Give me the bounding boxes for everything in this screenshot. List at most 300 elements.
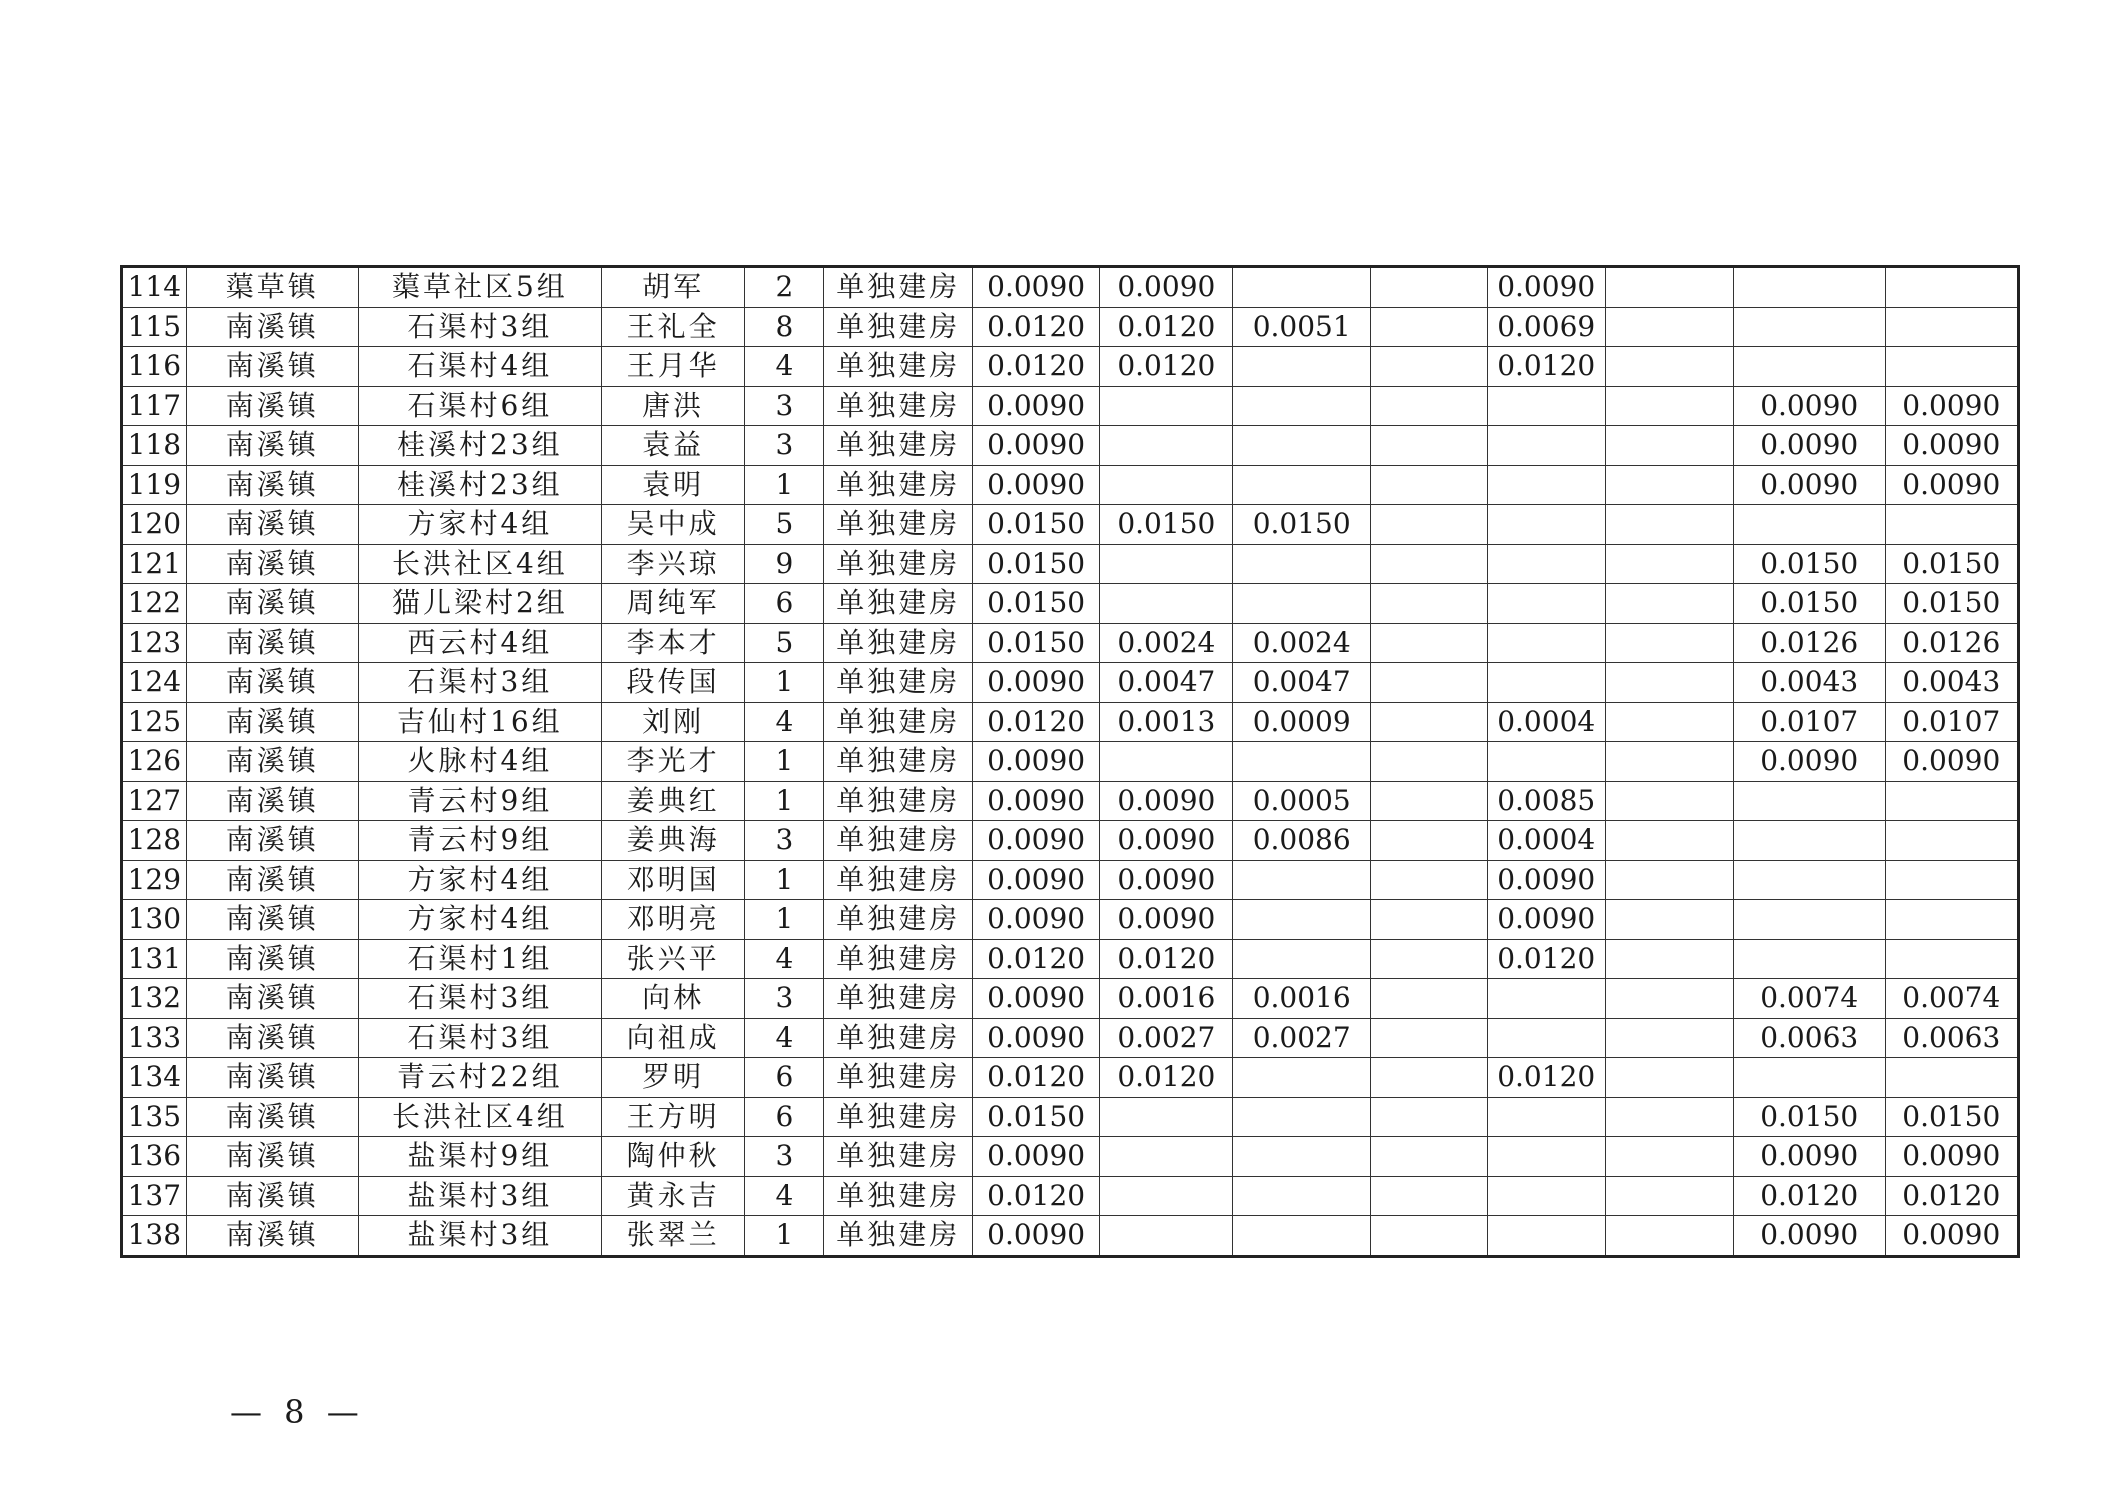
- cell-household-name: 李兴琼: [601, 544, 745, 584]
- cell-row-number: 138: [122, 1216, 187, 1257]
- cell-row-number: 125: [122, 702, 187, 742]
- table-row: [122, 584, 2019, 624]
- cell-household-name: 王礼全: [601, 307, 745, 347]
- cell-col-9-value: [1233, 742, 1370, 782]
- cell-build-type: 单独建房: [824, 623, 973, 663]
- cell-population: 4: [745, 1018, 824, 1058]
- cell-col-14-value: 0.0126: [1885, 623, 2018, 663]
- cell-town: 南溪镇: [186, 821, 358, 861]
- cell-col-11-value: 0.0069: [1487, 307, 1605, 347]
- cell-col-12-value: [1605, 979, 1733, 1019]
- cell-col-14-value: 0.0150: [1885, 1097, 2018, 1137]
- cell-col-8-value: [1100, 426, 1233, 466]
- cell-col-14-value: [1885, 900, 2018, 940]
- cell-col-10-value: [1370, 702, 1487, 742]
- cell-col-13-value: [1733, 267, 1885, 308]
- cell-build-type: 单独建房: [824, 1097, 973, 1137]
- cell-col-9-value: 0.0047: [1233, 663, 1370, 703]
- cell-build-type: 单独建房: [824, 584, 973, 624]
- cell-build-type: 单独建房: [824, 426, 973, 466]
- cell-row-number: 131: [122, 939, 187, 979]
- cell-town: 南溪镇: [186, 979, 358, 1019]
- cell-build-type: 单独建房: [824, 1137, 973, 1177]
- cell-col-12-value: [1605, 742, 1733, 782]
- cell-col-13-value: [1733, 821, 1885, 861]
- cell-col-10-value: [1370, 623, 1487, 663]
- cell-village-group: 盐渠村9组: [358, 1137, 601, 1177]
- cell-town: 南溪镇: [186, 781, 358, 821]
- cell-col-13-value: [1733, 781, 1885, 821]
- cell-household-name: 李光才: [601, 742, 745, 782]
- cell-col-13-value: 0.0126: [1733, 623, 1885, 663]
- cell-col-9-value: [1233, 465, 1370, 505]
- cell-col-10-value: [1370, 781, 1487, 821]
- cell-col-8-value: [1100, 386, 1233, 426]
- cell-approved-area: 0.0150: [973, 544, 1100, 584]
- cell-build-type: 单独建房: [824, 386, 973, 426]
- cell-village-group: 石渠村3组: [358, 979, 601, 1019]
- cell-col-8-value: 0.0013: [1100, 702, 1233, 742]
- cell-population: 1: [745, 663, 824, 703]
- cell-col-12-value: [1605, 1018, 1733, 1058]
- cell-col-11-value: 0.0120: [1487, 347, 1605, 387]
- cell-col-9-value: [1233, 584, 1370, 624]
- cell-build-type: 单独建房: [824, 702, 973, 742]
- cell-col-13-value: 0.0120: [1733, 1176, 1885, 1216]
- cell-row-number: 134: [122, 1058, 187, 1098]
- cell-build-type: 单独建房: [824, 1216, 973, 1257]
- cell-household-name: 张兴平: [601, 939, 745, 979]
- cell-population: 3: [745, 426, 824, 466]
- cell-col-8-value: [1100, 1216, 1233, 1257]
- cell-col-13-value: 0.0150: [1733, 584, 1885, 624]
- cell-approved-area: 0.0120: [973, 702, 1100, 742]
- cell-col-10-value: [1370, 1097, 1487, 1137]
- cell-col-11-value: 0.0120: [1487, 1058, 1605, 1098]
- cell-population: 1: [745, 742, 824, 782]
- cell-household-name: 周纯军: [601, 584, 745, 624]
- cell-col-11-value: [1487, 663, 1605, 703]
- cell-village-group: 方家村4组: [358, 900, 601, 940]
- cell-col-13-value: 0.0043: [1733, 663, 1885, 703]
- cell-approved-area: 0.0090: [973, 386, 1100, 426]
- cell-household-name: 袁益: [601, 426, 745, 466]
- cell-col-11-value: [1487, 426, 1605, 466]
- cell-population: 2: [745, 267, 824, 308]
- cell-build-type: 单独建房: [824, 821, 973, 861]
- cell-col-12-value: [1605, 267, 1733, 308]
- cell-col-12-value: [1605, 860, 1733, 900]
- cell-col-10-value: [1370, 939, 1487, 979]
- cell-col-13-value: [1733, 860, 1885, 900]
- cell-col-9-value: [1233, 1137, 1370, 1177]
- cell-approved-area: 0.0120: [973, 1058, 1100, 1098]
- cell-col-11-value: [1487, 1176, 1605, 1216]
- cell-village-group: 石渠村4组: [358, 347, 601, 387]
- cell-approved-area: 0.0150: [973, 505, 1100, 545]
- cell-col-11-value: [1487, 386, 1605, 426]
- cell-col-14-value: [1885, 860, 2018, 900]
- cell-col-13-value: 0.0090: [1733, 465, 1885, 505]
- cell-build-type: 单独建房: [824, 267, 973, 308]
- cell-build-type: 单独建房: [824, 544, 973, 584]
- cell-col-14-value: [1885, 939, 2018, 979]
- cell-col-12-value: [1605, 386, 1733, 426]
- cell-col-8-value: 0.0024: [1100, 623, 1233, 663]
- cell-row-number: 114: [122, 267, 187, 308]
- cell-population: 8: [745, 307, 824, 347]
- table-row: [122, 544, 2019, 584]
- cell-row-number: 136: [122, 1137, 187, 1177]
- cell-col-13-value: 0.0090: [1733, 426, 1885, 466]
- cell-household-name: 张翠兰: [601, 1216, 745, 1257]
- table-row: [122, 347, 2019, 387]
- cell-col-14-value: [1885, 781, 2018, 821]
- cell-approved-area: 0.0090: [973, 979, 1100, 1019]
- cell-household-name: 李本才: [601, 623, 745, 663]
- table-row: [122, 1176, 2019, 1216]
- cell-household-name: 罗明: [601, 1058, 745, 1098]
- cell-approved-area: 0.0150: [973, 584, 1100, 624]
- cell-town: 南溪镇: [186, 465, 358, 505]
- cell-col-12-value: [1605, 465, 1733, 505]
- cell-population: 4: [745, 347, 824, 387]
- cell-build-type: 单独建房: [824, 900, 973, 940]
- cell-population: 5: [745, 623, 824, 663]
- cell-build-type: 单独建房: [824, 663, 973, 703]
- cell-town: 南溪镇: [186, 939, 358, 979]
- cell-town: 南溪镇: [186, 347, 358, 387]
- cell-row-number: 135: [122, 1097, 187, 1137]
- cell-town: 南溪镇: [186, 386, 358, 426]
- cell-build-type: 单独建房: [824, 505, 973, 545]
- cell-row-number: 133: [122, 1018, 187, 1058]
- cell-col-9-value: [1233, 939, 1370, 979]
- cell-col-10-value: [1370, 1018, 1487, 1058]
- cell-population: 6: [745, 1097, 824, 1137]
- cell-col-8-value: 0.0120: [1100, 1058, 1233, 1098]
- cell-col-10-value: [1370, 347, 1487, 387]
- cell-col-9-value: 0.0086: [1233, 821, 1370, 861]
- cell-build-type: 单独建房: [824, 1176, 973, 1216]
- cell-row-number: 122: [122, 584, 187, 624]
- cell-col-8-value: 0.0027: [1100, 1018, 1233, 1058]
- cell-col-14-value: 0.0090: [1885, 386, 2018, 426]
- cell-row-number: 128: [122, 821, 187, 861]
- cell-household-name: 袁明: [601, 465, 745, 505]
- cell-col-10-value: [1370, 544, 1487, 584]
- cell-household-name: 向祖成: [601, 1018, 745, 1058]
- cell-town: 南溪镇: [186, 426, 358, 466]
- cell-col-14-value: [1885, 267, 2018, 308]
- cell-town: 南溪镇: [186, 702, 358, 742]
- table-row: [122, 623, 2019, 663]
- cell-village-group: 石渠村1组: [358, 939, 601, 979]
- table-row: [122, 426, 2019, 466]
- cell-village-group: 桂溪村23组: [358, 426, 601, 466]
- cell-approved-area: 0.0120: [973, 347, 1100, 387]
- cell-approved-area: 0.0090: [973, 900, 1100, 940]
- cell-build-type: 单独建房: [824, 781, 973, 821]
- cell-town: 南溪镇: [186, 1097, 358, 1137]
- cell-village-group: 长洪社区4组: [358, 544, 601, 584]
- cell-col-8-value: [1100, 1176, 1233, 1216]
- table-row: [122, 821, 2019, 861]
- cell-col-9-value: [1233, 267, 1370, 308]
- cell-col-12-value: [1605, 1097, 1733, 1137]
- cell-population: 1: [745, 465, 824, 505]
- cell-col-11-value: 0.0090: [1487, 900, 1605, 940]
- cell-household-name: 段传国: [601, 663, 745, 703]
- table-row: [122, 742, 2019, 782]
- cell-col-11-value: [1487, 742, 1605, 782]
- cell-town: 南溪镇: [186, 860, 358, 900]
- cell-village-group: 石渠村3组: [358, 307, 601, 347]
- cell-town: 蕖草镇: [186, 267, 358, 308]
- cell-household-name: 王方明: [601, 1097, 745, 1137]
- cell-village-group: 桂溪村23组: [358, 465, 601, 505]
- table-body: [122, 267, 2019, 1257]
- cell-col-12-value: [1605, 505, 1733, 545]
- cell-row-number: 118: [122, 426, 187, 466]
- cell-village-group: 石渠村3组: [358, 663, 601, 703]
- cell-col-8-value: [1100, 1097, 1233, 1137]
- cell-col-8-value: 0.0120: [1100, 347, 1233, 387]
- cell-col-8-value: 0.0047: [1100, 663, 1233, 703]
- cell-col-14-value: 0.0107: [1885, 702, 2018, 742]
- cell-col-11-value: [1487, 1097, 1605, 1137]
- cell-col-12-value: [1605, 1058, 1733, 1098]
- table-row: [122, 1216, 2019, 1257]
- cell-village-group: 火脉村4组: [358, 742, 601, 782]
- cell-town: 南溪镇: [186, 584, 358, 624]
- cell-col-12-value: [1605, 347, 1733, 387]
- cell-col-14-value: 0.0090: [1885, 465, 2018, 505]
- cell-household-name: 刘刚: [601, 702, 745, 742]
- cell-town: 南溪镇: [186, 307, 358, 347]
- cell-row-number: 119: [122, 465, 187, 505]
- cell-col-8-value: 0.0090: [1100, 821, 1233, 861]
- cell-build-type: 单独建房: [824, 465, 973, 505]
- cell-build-type: 单独建房: [824, 347, 973, 387]
- cell-population: 1: [745, 781, 824, 821]
- cell-row-number: 120: [122, 505, 187, 545]
- cell-col-14-value: 0.0063: [1885, 1018, 2018, 1058]
- cell-household-name: 姜典红: [601, 781, 745, 821]
- cell-build-type: 单独建房: [824, 742, 973, 782]
- cell-col-9-value: 0.0016: [1233, 979, 1370, 1019]
- cell-household-name: 邓明亮: [601, 900, 745, 940]
- table-row: [122, 386, 2019, 426]
- cell-row-number: 130: [122, 900, 187, 940]
- cell-village-group: 长洪社区4组: [358, 1097, 601, 1137]
- cell-col-9-value: [1233, 1216, 1370, 1257]
- cell-approved-area: 0.0090: [973, 1216, 1100, 1257]
- cell-col-9-value: [1233, 1097, 1370, 1137]
- cell-village-group: 盐渠村3组: [358, 1176, 601, 1216]
- cell-population: 6: [745, 584, 824, 624]
- cell-col-11-value: [1487, 584, 1605, 624]
- cell-col-11-value: [1487, 544, 1605, 584]
- cell-col-11-value: 0.0090: [1487, 860, 1605, 900]
- cell-col-9-value: [1233, 386, 1370, 426]
- cell-row-number: 127: [122, 781, 187, 821]
- cell-col-10-value: [1370, 1216, 1487, 1257]
- cell-household-name: 吴中成: [601, 505, 745, 545]
- cell-col-13-value: 0.0090: [1733, 1137, 1885, 1177]
- cell-household-name: 陶仲秋: [601, 1137, 745, 1177]
- table-row: [122, 1058, 2019, 1098]
- cell-town: 南溪镇: [186, 1216, 358, 1257]
- cell-col-13-value: [1733, 347, 1885, 387]
- cell-col-10-value: [1370, 821, 1487, 861]
- cell-col-11-value: [1487, 979, 1605, 1019]
- cell-col-10-value: [1370, 1058, 1487, 1098]
- cell-col-10-value: [1370, 267, 1487, 308]
- cell-col-8-value: 0.0150: [1100, 505, 1233, 545]
- cell-col-10-value: [1370, 426, 1487, 466]
- cell-household-name: 邓明国: [601, 860, 745, 900]
- cell-col-12-value: [1605, 584, 1733, 624]
- cell-col-13-value: [1733, 900, 1885, 940]
- cell-approved-area: 0.0090: [973, 267, 1100, 308]
- cell-approved-area: 0.0090: [973, 860, 1100, 900]
- cell-row-number: 115: [122, 307, 187, 347]
- cell-col-9-value: 0.0051: [1233, 307, 1370, 347]
- cell-col-14-value: 0.0090: [1885, 742, 2018, 782]
- cell-col-10-value: [1370, 465, 1487, 505]
- table-row: [122, 663, 2019, 703]
- cell-col-9-value: [1233, 1176, 1370, 1216]
- cell-town: 南溪镇: [186, 663, 358, 703]
- cell-col-14-value: [1885, 347, 2018, 387]
- cell-population: 4: [745, 1176, 824, 1216]
- cell-col-11-value: 0.0090: [1487, 267, 1605, 308]
- cell-col-13-value: 0.0090: [1733, 386, 1885, 426]
- cell-town: 南溪镇: [186, 1018, 358, 1058]
- cell-col-11-value: [1487, 1137, 1605, 1177]
- cell-approved-area: 0.0090: [973, 1137, 1100, 1177]
- cell-col-9-value: 0.0005: [1233, 781, 1370, 821]
- cell-col-8-value: 0.0090: [1100, 900, 1233, 940]
- table-row: [122, 1097, 2019, 1137]
- cell-population: 6: [745, 1058, 824, 1098]
- cell-population: 3: [745, 979, 824, 1019]
- cell-town: 南溪镇: [186, 1137, 358, 1177]
- cell-col-12-value: [1605, 307, 1733, 347]
- cell-col-8-value: [1100, 544, 1233, 584]
- cell-town: 南溪镇: [186, 505, 358, 545]
- cell-town: 南溪镇: [186, 544, 358, 584]
- cell-col-12-value: [1605, 1216, 1733, 1257]
- cell-col-14-value: 0.0090: [1885, 426, 2018, 466]
- cell-col-12-value: [1605, 702, 1733, 742]
- cell-col-8-value: 0.0120: [1100, 307, 1233, 347]
- cell-approved-area: 0.0090: [973, 663, 1100, 703]
- cell-col-10-value: [1370, 307, 1487, 347]
- cell-col-14-value: 0.0090: [1885, 1137, 2018, 1177]
- cell-col-12-value: [1605, 663, 1733, 703]
- cell-col-11-value: 0.0004: [1487, 702, 1605, 742]
- table-row: [122, 900, 2019, 940]
- cell-build-type: 单独建房: [824, 1058, 973, 1098]
- cell-approved-area: 0.0150: [973, 623, 1100, 663]
- cell-build-type: 单独建房: [824, 860, 973, 900]
- cell-col-8-value: 0.0090: [1100, 860, 1233, 900]
- cell-col-14-value: [1885, 821, 2018, 861]
- cell-village-group: 方家村4组: [358, 505, 601, 545]
- cell-col-14-value: 0.0074: [1885, 979, 2018, 1019]
- cell-col-10-value: [1370, 1137, 1487, 1177]
- cell-approved-area: 0.0120: [973, 307, 1100, 347]
- cell-col-9-value: 0.0024: [1233, 623, 1370, 663]
- cell-col-12-value: [1605, 426, 1733, 466]
- cell-population: 9: [745, 544, 824, 584]
- cell-col-11-value: 0.0120: [1487, 939, 1605, 979]
- cell-col-14-value: 0.0150: [1885, 584, 2018, 624]
- table-row: [122, 860, 2019, 900]
- cell-col-9-value: [1233, 1058, 1370, 1098]
- cell-approved-area: 0.0090: [973, 821, 1100, 861]
- cell-col-13-value: 0.0090: [1733, 742, 1885, 782]
- cell-col-12-value: [1605, 821, 1733, 861]
- cell-col-11-value: [1487, 1018, 1605, 1058]
- cell-village-group: 青云村9组: [358, 821, 601, 861]
- cell-col-8-value: 0.0090: [1100, 781, 1233, 821]
- cell-col-13-value: [1733, 1058, 1885, 1098]
- cell-col-10-value: [1370, 900, 1487, 940]
- cell-col-9-value: 0.0027: [1233, 1018, 1370, 1058]
- cell-col-14-value: 0.0090: [1885, 1216, 2018, 1257]
- cell-row-number: 116: [122, 347, 187, 387]
- cell-population: 1: [745, 1216, 824, 1257]
- table-row: [122, 939, 2019, 979]
- cell-col-14-value: 0.0120: [1885, 1176, 2018, 1216]
- cell-household-name: 姜典海: [601, 821, 745, 861]
- cell-col-13-value: 0.0150: [1733, 544, 1885, 584]
- cell-village-group: 蕖草社区5组: [358, 267, 601, 308]
- cell-col-13-value: 0.0074: [1733, 979, 1885, 1019]
- cell-approved-area: 0.0090: [973, 781, 1100, 821]
- cell-col-14-value: [1885, 505, 2018, 545]
- cell-household-name: 向林: [601, 979, 745, 1019]
- cell-population: 4: [745, 939, 824, 979]
- cell-col-13-value: 0.0090: [1733, 1216, 1885, 1257]
- table-row: [122, 979, 2019, 1019]
- cell-col-8-value: 0.0120: [1100, 939, 1233, 979]
- cell-row-number: 121: [122, 544, 187, 584]
- cell-col-10-value: [1370, 860, 1487, 900]
- cell-row-number: 123: [122, 623, 187, 663]
- cell-village-group: 吉仙村16组: [358, 702, 601, 742]
- cell-col-10-value: [1370, 386, 1487, 426]
- cell-col-11-value: [1487, 623, 1605, 663]
- cell-col-8-value: [1100, 465, 1233, 505]
- cell-col-13-value: 0.0107: [1733, 702, 1885, 742]
- cell-row-number: 132: [122, 979, 187, 1019]
- cell-col-14-value: 0.0043: [1885, 663, 2018, 703]
- table-row: [122, 505, 2019, 545]
- cell-build-type: 单独建房: [824, 307, 973, 347]
- cell-col-14-value: [1885, 307, 2018, 347]
- cell-village-group: 石渠村6组: [358, 386, 601, 426]
- cell-population: 4: [745, 702, 824, 742]
- table-row: [122, 267, 2019, 308]
- cell-household-name: 王月华: [601, 347, 745, 387]
- cell-build-type: 单独建房: [824, 1018, 973, 1058]
- cell-approved-area: 0.0090: [973, 465, 1100, 505]
- cell-village-group: 猫儿梁村2组: [358, 584, 601, 624]
